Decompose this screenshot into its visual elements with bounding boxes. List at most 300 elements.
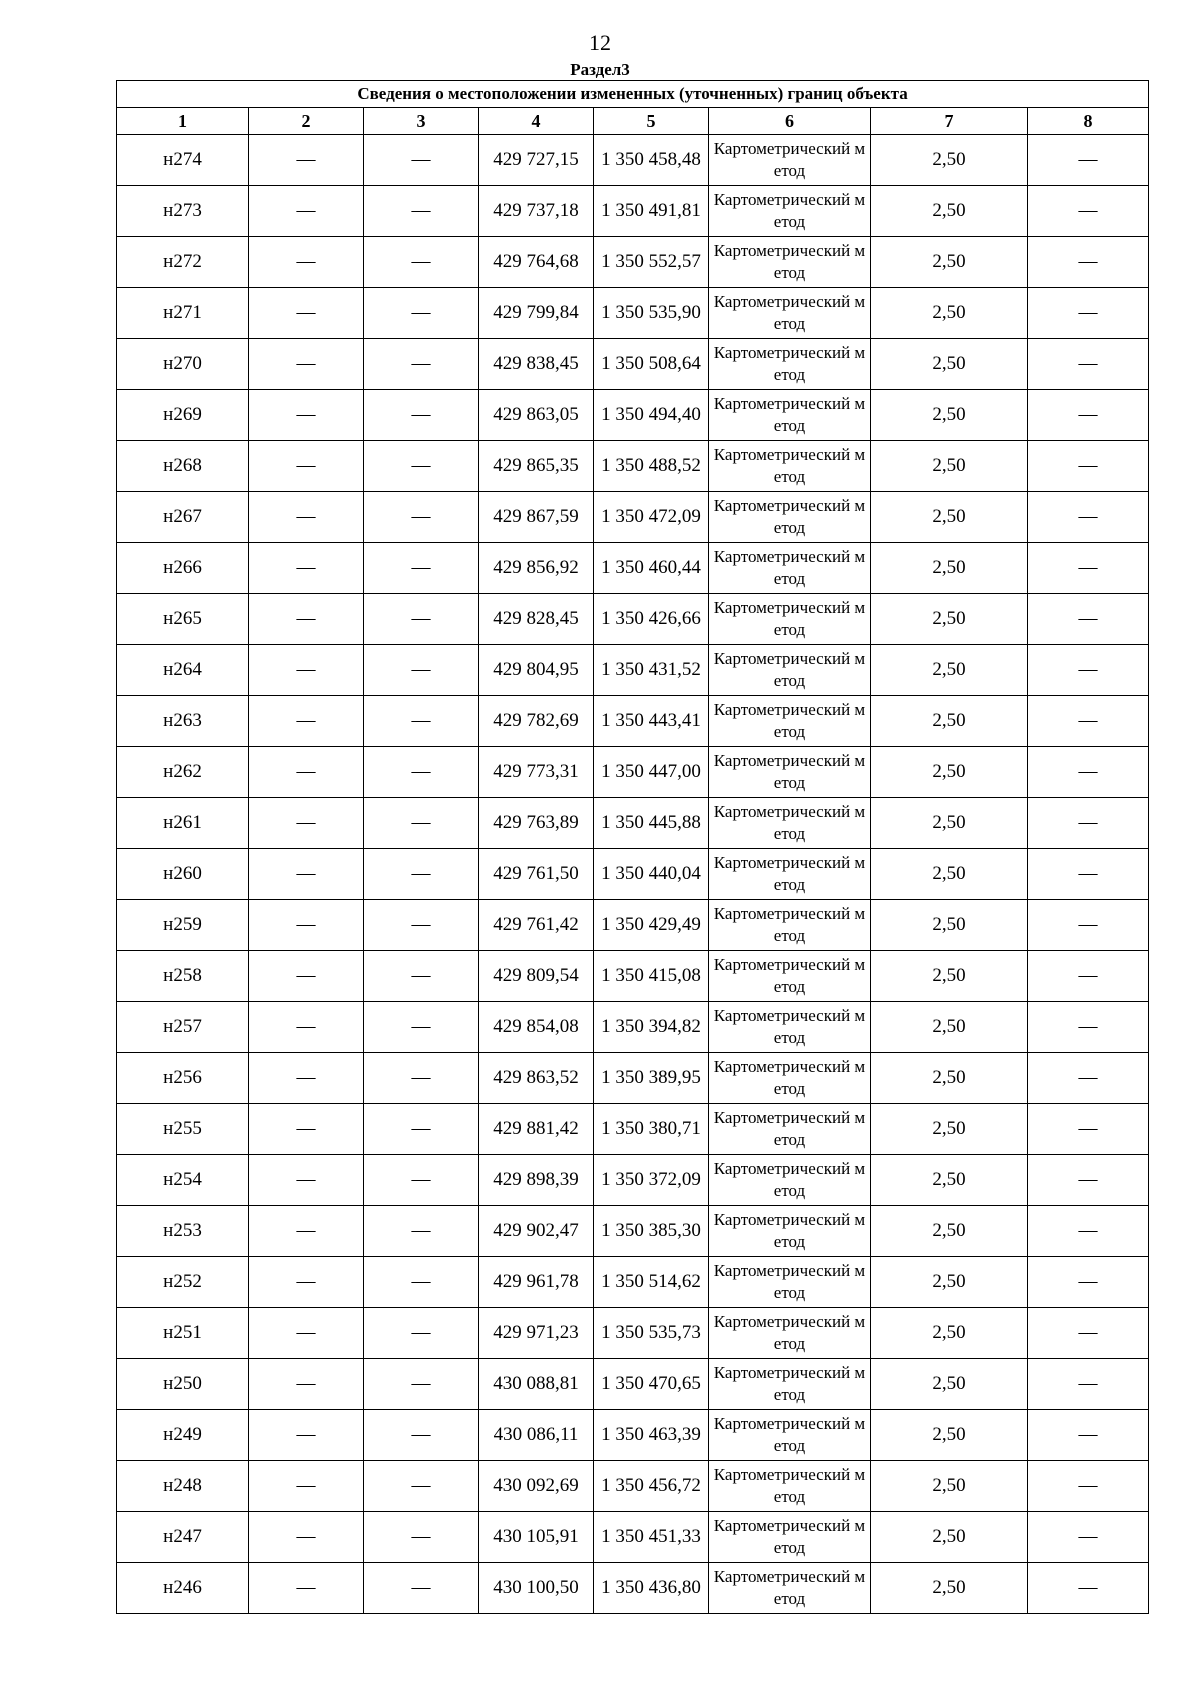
method-text: Картометрический метод [713, 1159, 866, 1200]
method-text: Картометрический метод [713, 1261, 866, 1302]
accuracy-cell: 2,50 [871, 492, 1028, 543]
dash-cell: — [249, 1308, 364, 1359]
method-text: Картометрический метод [713, 394, 866, 435]
dash-cell: — [1028, 798, 1149, 849]
dash-cell: — [364, 186, 479, 237]
dash-cell: — [1028, 543, 1149, 594]
x-coordinate-cell: 429 763,89 [479, 798, 594, 849]
x-coordinate-cell: 430 100,50 [479, 1563, 594, 1614]
dash-cell: — [1028, 1359, 1149, 1410]
accuracy-cell: 2,50 [871, 1563, 1028, 1614]
dash-cell: — [1028, 1104, 1149, 1155]
accuracy-cell: 2,50 [871, 900, 1028, 951]
table-row [117, 849, 1149, 900]
column-header: 6 [709, 108, 871, 135]
method-cell [709, 645, 871, 696]
table-row [117, 1410, 1149, 1461]
dash-cell: — [364, 135, 479, 186]
point-number-cell: н251 [117, 1308, 249, 1359]
x-coordinate-cell: 429 764,68 [479, 237, 594, 288]
method-text: Картометрический метод [713, 190, 866, 231]
dash-cell: — [1028, 1257, 1149, 1308]
dash-cell: — [1028, 1308, 1149, 1359]
table-row [117, 237, 1149, 288]
accuracy-cell: 2,50 [871, 1461, 1028, 1512]
accuracy-cell: 2,50 [871, 1053, 1028, 1104]
accuracy-cell: 2,50 [871, 594, 1028, 645]
y-coordinate-cell: 1 350 426,66 [594, 594, 709, 645]
dash-cell: — [364, 288, 479, 339]
method-text: Картометрический метод [713, 853, 866, 894]
method-text: Картометрический метод [713, 445, 866, 486]
table-row [117, 288, 1149, 339]
y-coordinate-cell: 1 350 372,09 [594, 1155, 709, 1206]
dash-cell: — [1028, 1461, 1149, 1512]
column-header: 2 [249, 108, 364, 135]
point-number-cell: н254 [117, 1155, 249, 1206]
column-header: 4 [479, 108, 594, 135]
table-row [117, 441, 1149, 492]
dash-cell: — [249, 288, 364, 339]
method-text: Картометрический метод [713, 1057, 866, 1098]
method-cell [709, 492, 871, 543]
y-coordinate-cell: 1 350 458,48 [594, 135, 709, 186]
x-coordinate-cell: 429 737,18 [479, 186, 594, 237]
method-cell [709, 186, 871, 237]
accuracy-cell: 2,50 [871, 747, 1028, 798]
dash-cell: — [249, 237, 364, 288]
dash-cell: — [1028, 492, 1149, 543]
point-number-cell: н255 [117, 1104, 249, 1155]
method-text: Картометрический метод [713, 343, 866, 384]
method-cell [709, 747, 871, 798]
method-text: Картометрический метод [713, 241, 866, 282]
dash-cell: — [249, 492, 364, 543]
method-text: Картометрический метод [713, 1516, 866, 1557]
method-cell [709, 543, 871, 594]
table-row [117, 594, 1149, 645]
accuracy-cell: 2,50 [871, 288, 1028, 339]
dash-cell: — [249, 1053, 364, 1104]
x-coordinate-cell: 429 799,84 [479, 288, 594, 339]
accuracy-cell: 2,50 [871, 135, 1028, 186]
accuracy-cell: 2,50 [871, 696, 1028, 747]
method-cell [709, 594, 871, 645]
method-text: Картометрический метод [713, 139, 866, 180]
y-coordinate-cell: 1 350 514,62 [594, 1257, 709, 1308]
dash-cell: — [249, 441, 364, 492]
method-text: Картометрический метод [713, 1414, 866, 1455]
table-row [117, 1512, 1149, 1563]
table-row [117, 135, 1149, 186]
accuracy-cell: 2,50 [871, 339, 1028, 390]
accuracy-cell: 2,50 [871, 1002, 1028, 1053]
dash-cell: — [1028, 645, 1149, 696]
point-number-cell: н252 [117, 1257, 249, 1308]
method-cell [709, 1155, 871, 1206]
dash-cell: — [364, 1512, 479, 1563]
dash-cell: — [1028, 900, 1149, 951]
method-text: Картометрический метод [713, 955, 866, 996]
x-coordinate-cell: 429 761,42 [479, 900, 594, 951]
x-coordinate-cell: 430 086,11 [479, 1410, 594, 1461]
x-coordinate-cell: 429 863,05 [479, 390, 594, 441]
table-row [117, 543, 1149, 594]
point-number-cell: н273 [117, 186, 249, 237]
dash-cell: — [364, 747, 479, 798]
dash-cell: — [364, 1053, 479, 1104]
y-coordinate-cell: 1 350 431,52 [594, 645, 709, 696]
accuracy-cell: 2,50 [871, 390, 1028, 441]
y-coordinate-cell: 1 350 456,72 [594, 1461, 709, 1512]
dash-cell: — [364, 1461, 479, 1512]
method-cell [709, 1053, 871, 1104]
method-text: Картометрический метод [713, 1465, 866, 1506]
dash-cell: — [249, 1002, 364, 1053]
dash-cell: — [1028, 441, 1149, 492]
x-coordinate-cell: 429 773,31 [479, 747, 594, 798]
x-coordinate-cell: 429 961,78 [479, 1257, 594, 1308]
x-coordinate-cell: 430 088,81 [479, 1359, 594, 1410]
method-text: Картометрический метод [713, 547, 866, 588]
dash-cell: — [364, 339, 479, 390]
dash-cell: — [249, 186, 364, 237]
method-cell [709, 900, 871, 951]
dash-cell: — [364, 1206, 479, 1257]
x-coordinate-cell: 429 809,54 [479, 951, 594, 1002]
table-row [117, 1155, 1149, 1206]
x-coordinate-cell: 429 863,52 [479, 1053, 594, 1104]
method-text: Картометрический метод [713, 1006, 866, 1047]
point-number-cell: н249 [117, 1410, 249, 1461]
y-coordinate-cell: 1 350 389,95 [594, 1053, 709, 1104]
point-number-cell: н274 [117, 135, 249, 186]
dash-cell: — [249, 1359, 364, 1410]
dash-cell: — [1028, 747, 1149, 798]
y-coordinate-cell: 1 350 463,39 [594, 1410, 709, 1461]
point-number-cell: н261 [117, 798, 249, 849]
point-number-cell: н258 [117, 951, 249, 1002]
dash-cell: — [364, 390, 479, 441]
dash-cell: — [364, 1155, 479, 1206]
dash-cell: — [249, 390, 364, 441]
method-cell [709, 1563, 871, 1614]
dash-cell: — [364, 900, 479, 951]
table-row [117, 645, 1149, 696]
y-coordinate-cell: 1 350 470,65 [594, 1359, 709, 1410]
y-coordinate-cell: 1 350 429,49 [594, 900, 709, 951]
y-coordinate-cell: 1 350 535,73 [594, 1308, 709, 1359]
y-coordinate-cell: 1 350 443,41 [594, 696, 709, 747]
table-row [117, 1104, 1149, 1155]
dash-cell: — [1028, 1563, 1149, 1614]
section-title: Раздел3 [570, 60, 630, 79]
accuracy-cell: 2,50 [871, 798, 1028, 849]
dash-cell: — [1028, 1410, 1149, 1461]
point-number-cell: н246 [117, 1563, 249, 1614]
y-coordinate-cell: 1 350 385,30 [594, 1206, 709, 1257]
y-coordinate-cell: 1 350 494,40 [594, 390, 709, 441]
dash-cell: — [1028, 951, 1149, 1002]
y-coordinate-cell: 1 350 394,82 [594, 1002, 709, 1053]
dash-cell: — [249, 1461, 364, 1512]
dash-cell: — [364, 1359, 479, 1410]
dash-cell: — [249, 594, 364, 645]
table-row [117, 1002, 1149, 1053]
method-text: Картометрический метод [713, 1363, 866, 1404]
method-text: Картометрический метод [713, 904, 866, 945]
point-number-cell: н264 [117, 645, 249, 696]
dash-cell: — [364, 492, 479, 543]
accuracy-cell: 2,50 [871, 645, 1028, 696]
point-number-cell: н270 [117, 339, 249, 390]
page-number: 12 [589, 30, 611, 55]
dash-cell: — [249, 543, 364, 594]
dash-cell: — [364, 951, 479, 1002]
point-number-cell: н269 [117, 390, 249, 441]
dash-cell: — [364, 798, 479, 849]
x-coordinate-cell: 429 902,47 [479, 1206, 594, 1257]
table-row [117, 1257, 1149, 1308]
y-coordinate-cell: 1 350 415,08 [594, 951, 709, 1002]
table-row [117, 1563, 1149, 1614]
dash-cell: — [1028, 1155, 1149, 1206]
method-cell [709, 1359, 871, 1410]
x-coordinate-cell: 429 971,23 [479, 1308, 594, 1359]
dash-cell: — [364, 441, 479, 492]
dash-cell: — [249, 798, 364, 849]
dash-cell: — [1028, 339, 1149, 390]
dash-cell: — [249, 1512, 364, 1563]
column-header: 8 [1028, 108, 1149, 135]
x-coordinate-cell: 429 782,69 [479, 696, 594, 747]
accuracy-cell: 2,50 [871, 951, 1028, 1002]
method-text: Картометрический метод [713, 1312, 866, 1353]
method-text: Картометрический метод [713, 649, 866, 690]
x-coordinate-cell: 429 854,08 [479, 1002, 594, 1053]
point-number-cell: н260 [117, 849, 249, 900]
point-number-cell: н268 [117, 441, 249, 492]
x-coordinate-cell: 429 838,45 [479, 339, 594, 390]
dash-cell: — [249, 900, 364, 951]
table-row [117, 900, 1149, 951]
method-text: Картометрический метод [713, 1567, 866, 1608]
method-text: Картометрический метод [713, 1210, 866, 1251]
accuracy-cell: 2,50 [871, 186, 1028, 237]
point-number-cell: н262 [117, 747, 249, 798]
method-text: Картометрический метод [713, 700, 866, 741]
dash-cell: — [249, 1257, 364, 1308]
point-number-cell: н272 [117, 237, 249, 288]
table-row [117, 798, 1149, 849]
method-cell [709, 1461, 871, 1512]
method-cell [709, 1308, 871, 1359]
method-cell [709, 339, 871, 390]
table-caption-row [117, 81, 1149, 108]
dash-cell: — [249, 135, 364, 186]
y-coordinate-cell: 1 350 460,44 [594, 543, 709, 594]
dash-cell: — [364, 1563, 479, 1614]
table-header-row [117, 108, 1149, 135]
accuracy-cell: 2,50 [871, 1359, 1028, 1410]
dash-cell: — [249, 849, 364, 900]
point-number-cell: н253 [117, 1206, 249, 1257]
dash-cell: — [249, 1206, 364, 1257]
table-row [117, 339, 1149, 390]
dash-cell: — [249, 1410, 364, 1461]
y-coordinate-cell: 1 350 436,80 [594, 1563, 709, 1614]
column-header: 3 [364, 108, 479, 135]
dash-cell: — [249, 747, 364, 798]
point-number-cell: н265 [117, 594, 249, 645]
point-number-cell: н247 [117, 1512, 249, 1563]
table-row [117, 1461, 1149, 1512]
dash-cell: — [364, 237, 479, 288]
method-cell [709, 1104, 871, 1155]
method-cell [709, 237, 871, 288]
point-number-cell: н259 [117, 900, 249, 951]
accuracy-cell: 2,50 [871, 1308, 1028, 1359]
point-number-cell: н267 [117, 492, 249, 543]
accuracy-cell: 2,50 [871, 1257, 1028, 1308]
accuracy-cell: 2,50 [871, 237, 1028, 288]
accuracy-cell: 2,50 [871, 1104, 1028, 1155]
table-row [117, 1053, 1149, 1104]
x-coordinate-cell: 429 881,42 [479, 1104, 594, 1155]
y-coordinate-cell: 1 350 447,00 [594, 747, 709, 798]
method-cell [709, 1257, 871, 1308]
accuracy-cell: 2,50 [871, 1512, 1028, 1563]
x-coordinate-cell: 429 865,35 [479, 441, 594, 492]
dash-cell: — [364, 594, 479, 645]
y-coordinate-cell: 1 350 508,64 [594, 339, 709, 390]
x-coordinate-cell: 429 761,50 [479, 849, 594, 900]
method-text: Картометрический метод [713, 1108, 866, 1149]
dash-cell: — [1028, 390, 1149, 441]
table-caption: Сведения о местоположении измененных (уточненных) границ объекта [117, 81, 1149, 108]
dash-cell: — [364, 1257, 479, 1308]
point-number-cell: н271 [117, 288, 249, 339]
dash-cell: — [364, 696, 479, 747]
method-cell [709, 1206, 871, 1257]
x-coordinate-cell: 429 867,59 [479, 492, 594, 543]
method-cell [709, 135, 871, 186]
dash-cell: — [1028, 1053, 1149, 1104]
method-cell [709, 1002, 871, 1053]
accuracy-cell: 2,50 [871, 1410, 1028, 1461]
table-row [117, 1359, 1149, 1410]
method-cell [709, 798, 871, 849]
table-row [117, 1308, 1149, 1359]
accuracy-cell: 2,50 [871, 543, 1028, 594]
dash-cell: — [249, 1104, 364, 1155]
dash-cell: — [1028, 1512, 1149, 1563]
y-coordinate-cell: 1 350 451,33 [594, 1512, 709, 1563]
y-coordinate-cell: 1 350 488,52 [594, 441, 709, 492]
point-number-cell: н248 [117, 1461, 249, 1512]
dash-cell: — [364, 645, 479, 696]
x-coordinate-cell: 429 804,95 [479, 645, 594, 696]
x-coordinate-cell: 430 092,69 [479, 1461, 594, 1512]
table-row [117, 696, 1149, 747]
dash-cell: — [1028, 594, 1149, 645]
x-coordinate-cell: 429 856,92 [479, 543, 594, 594]
accuracy-cell: 2,50 [871, 1206, 1028, 1257]
y-coordinate-cell: 1 350 445,88 [594, 798, 709, 849]
table-row [117, 390, 1149, 441]
y-coordinate-cell: 1 350 491,81 [594, 186, 709, 237]
y-coordinate-cell: 1 350 440,04 [594, 849, 709, 900]
column-header: 1 [117, 108, 249, 135]
accuracy-cell: 2,50 [871, 441, 1028, 492]
x-coordinate-cell: 429 898,39 [479, 1155, 594, 1206]
table-row [117, 1206, 1149, 1257]
point-number-cell: н257 [117, 1002, 249, 1053]
point-number-cell: н250 [117, 1359, 249, 1410]
boundary-coordinates-table [116, 80, 1149, 1614]
y-coordinate-cell: 1 350 552,57 [594, 237, 709, 288]
y-coordinate-cell: 1 350 472,09 [594, 492, 709, 543]
dash-cell: — [364, 1104, 479, 1155]
x-coordinate-cell: 430 105,91 [479, 1512, 594, 1563]
method-text: Картометрический метод [713, 598, 866, 639]
dash-cell: — [249, 339, 364, 390]
point-number-cell: н263 [117, 696, 249, 747]
column-header: 7 [871, 108, 1028, 135]
dash-cell: — [249, 645, 364, 696]
method-text: Картометрический метод [713, 496, 866, 537]
method-text: Картометрический метод [713, 802, 866, 843]
table-row [117, 492, 1149, 543]
method-cell [709, 390, 871, 441]
x-coordinate-cell: 429 727,15 [479, 135, 594, 186]
dash-cell: — [249, 951, 364, 1002]
dash-cell: — [1028, 135, 1149, 186]
accuracy-cell: 2,50 [871, 1155, 1028, 1206]
dash-cell: — [249, 696, 364, 747]
y-coordinate-cell: 1 350 380,71 [594, 1104, 709, 1155]
dash-cell: — [364, 1308, 479, 1359]
table-body [117, 135, 1149, 1614]
dash-cell: — [1028, 1206, 1149, 1257]
dash-cell: — [1028, 849, 1149, 900]
dash-cell: — [1028, 186, 1149, 237]
method-cell [709, 1410, 871, 1461]
dash-cell: — [364, 543, 479, 594]
dash-cell: — [1028, 237, 1149, 288]
table-row [117, 186, 1149, 237]
method-text: Картометрический метод [713, 292, 866, 333]
method-cell [709, 441, 871, 492]
x-coordinate-cell: 429 828,45 [479, 594, 594, 645]
dash-cell: — [1028, 696, 1149, 747]
point-number-cell: н256 [117, 1053, 249, 1104]
column-header: 5 [594, 108, 709, 135]
y-coordinate-cell: 1 350 535,90 [594, 288, 709, 339]
dash-cell: — [1028, 288, 1149, 339]
accuracy-cell: 2,50 [871, 849, 1028, 900]
method-cell [709, 288, 871, 339]
method-cell [709, 696, 871, 747]
table-row [117, 747, 1149, 798]
method-text: Картометрический метод [713, 751, 866, 792]
method-cell [709, 951, 871, 1002]
method-cell [709, 849, 871, 900]
point-number-cell: н266 [117, 543, 249, 594]
method-cell [709, 1512, 871, 1563]
dash-cell: — [364, 1002, 479, 1053]
dash-cell: — [249, 1563, 364, 1614]
